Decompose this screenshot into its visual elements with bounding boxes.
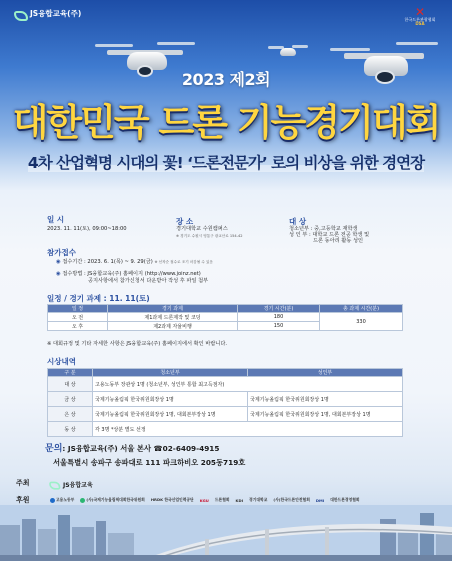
period-note: ※ 선착순 접수로 조기 마감될 수 있음 [154, 260, 213, 264]
org-name: JS융합교육(주) [30, 9, 82, 18]
awards-label: 시상내역 [47, 357, 76, 366]
table-header-row [48, 369, 403, 377]
bullet-icon: ◉ [56, 271, 63, 277]
sponsor-logo [249, 497, 267, 503]
table-row [48, 313, 403, 322]
place-value: 경기대학교 수원캠퍼스 [176, 226, 228, 232]
sponsor-logo [273, 497, 309, 503]
target-label: 대 상 [289, 217, 307, 226]
bullet-icon: ◉ [56, 259, 63, 265]
sponsor-logo [200, 498, 209, 503]
schedule-time: 150 [238, 322, 320, 331]
target-line-3: 드론 동아리 활동 성인 [313, 238, 364, 244]
drone-small-icon [268, 44, 308, 60]
registration-method-line2: 공지사항에서 참가신청서 다운받아 작성 후 파일 첨부 [88, 278, 209, 284]
award-grade: 금 상 [48, 392, 93, 407]
award-adult: 국제기능올림픽 한국위원회장상 1명 [248, 392, 403, 407]
sponsor-name: 고용노동부 [56, 497, 75, 502]
sponsor-name: (사)국제기능올림픽대회한국위원회 [86, 497, 145, 502]
sponsor-logo [236, 498, 244, 503]
award-grade: 대 상 [48, 377, 93, 392]
sponsor-name: KDI [235, 497, 244, 503]
table-row [48, 392, 403, 407]
host-logo [48, 479, 93, 489]
association-emblem [402, 7, 438, 27]
schedule-when: 오 전 [48, 313, 108, 322]
schedule-total: 330 [320, 313, 403, 331]
sponsor-logo [151, 497, 194, 503]
contact-address: 서울특별시 송파구 송파대로 111 파크하비오 205동719호 [53, 458, 246, 467]
place-label: 장 소 [176, 217, 194, 226]
emblem-sub: DSA [415, 21, 425, 27]
award-adult: 국제기능올림픽 한국위원회장상 1명, 대회본부장상 1명 [248, 407, 403, 422]
contact-block [45, 442, 245, 469]
sponsor-logo [50, 497, 74, 503]
sponsor-name: KGU [199, 497, 209, 503]
award-youth: 각 3명 *상분 별도 선정 [93, 422, 403, 437]
support-label: 후원 [16, 496, 30, 504]
table-header: 일 정 [48, 305, 108, 313]
subtitle-text: 4차 산업혁명 시대의 꽃! ‘드론전문가’ 로의 비상을 위한 경연장 [27, 154, 425, 172]
emblem-text: 한국드론관광협회 [404, 17, 436, 22]
contact-label: 문의 [45, 444, 63, 454]
table-header: 총 과제 시간(분) [320, 305, 403, 313]
target-line-2: 성 인 부 : 대학교 드론 전공 학생 및 [289, 232, 370, 238]
event-subtitle [0, 151, 452, 173]
place-note: ※ 경기도 수원시 영통구 광교산로 154-42 [176, 234, 243, 238]
date-label: 일 시 [47, 215, 65, 224]
date-value: 2023. 11. 11(토), 09:00~18:00 [47, 226, 127, 232]
period-text: 접수기간 : 2023. 6. 1(목) ~ 9. 29(금) [62, 259, 153, 265]
sponsor-name: (사)한국드론안전협회 [273, 497, 310, 502]
sponsor-name: HRDK 한국산업인력공단 [150, 497, 194, 502]
awards-table [47, 368, 403, 437]
table-row [48, 407, 403, 422]
year-edition: 2023 제2회 [181, 70, 271, 89]
emblem-mark-icon: ✕ [414, 5, 426, 19]
js-logo-icon [14, 9, 26, 19]
sponsor-logo [330, 497, 359, 503]
schedule-note: ※ 대회규정 및 기타 자세한 사항은 JS융합교육(주) 홈페이지에서 확인 바랍니다. [47, 341, 228, 347]
registration-label: 참가접수 [47, 248, 76, 257]
schedule-when: 오 후 [48, 322, 108, 331]
award-grade: 은 상 [48, 407, 93, 422]
schedule-task: 제1과제 드론제작 및 코딩 [108, 313, 238, 322]
sponsor-logo [316, 498, 324, 503]
contact-line-1 [45, 442, 245, 456]
award-youth: 국제기능올림픽 한국위원회장상 1명, 대회본부장상 1명 [93, 407, 248, 422]
schedule-table [47, 304, 403, 331]
host-label: 주최 [16, 479, 30, 487]
js-logo-icon [49, 480, 59, 488]
award-youth: 국제기능올림픽 한국위원회장상 1명 [93, 392, 248, 407]
sponsor-name: 드론협회 [214, 497, 230, 502]
sponsor-logo [80, 497, 145, 503]
table-header: 성인부 [248, 369, 403, 377]
table-header: 경기 시간(분) [238, 305, 320, 313]
sponsor-name: 경기대학교 [249, 497, 268, 502]
table-header-row [48, 305, 403, 313]
table-row [48, 377, 403, 392]
registration-period [56, 259, 213, 266]
table-header: 구 분 [48, 369, 93, 377]
table-header: 경기 과제 [108, 305, 238, 313]
target-line-1: 청소년부 : 중,고등학교 재학생 [289, 226, 358, 232]
contact-text: : JS융합교육(주) 서울 본사 ☎02-6409-4915 [62, 444, 220, 453]
sponsor-name: DMI [315, 497, 325, 503]
award-grade: 동 상 [48, 422, 93, 437]
event-title: 대한민국 드론 기능경기대회 [12, 101, 440, 144]
sponsor-logo [215, 497, 230, 503]
award-youth: 고용노동부 장관상 1명 (청소년부, 성인부 통합 최고득점자) [93, 377, 403, 392]
org-logo [14, 8, 81, 19]
schedule-label: 일정 / 경기 과제 : 11. 11(토) [47, 294, 150, 303]
schedule-time: 180 [238, 313, 320, 322]
table-header: 청소년부 [93, 369, 248, 377]
host-name: JS융합교육 [63, 481, 93, 489]
method-text: 접수방법 : JS융합교육(주) 홈페이지 (http://www.joinz.net) [62, 271, 201, 277]
table-row [48, 422, 403, 437]
schedule-task: 제2과제 자율비행 [108, 322, 238, 331]
city-bridge-illustration [0, 505, 452, 561]
registration-method [56, 271, 201, 278]
sponsor-name: 대한드론경영협회 [330, 497, 360, 502]
